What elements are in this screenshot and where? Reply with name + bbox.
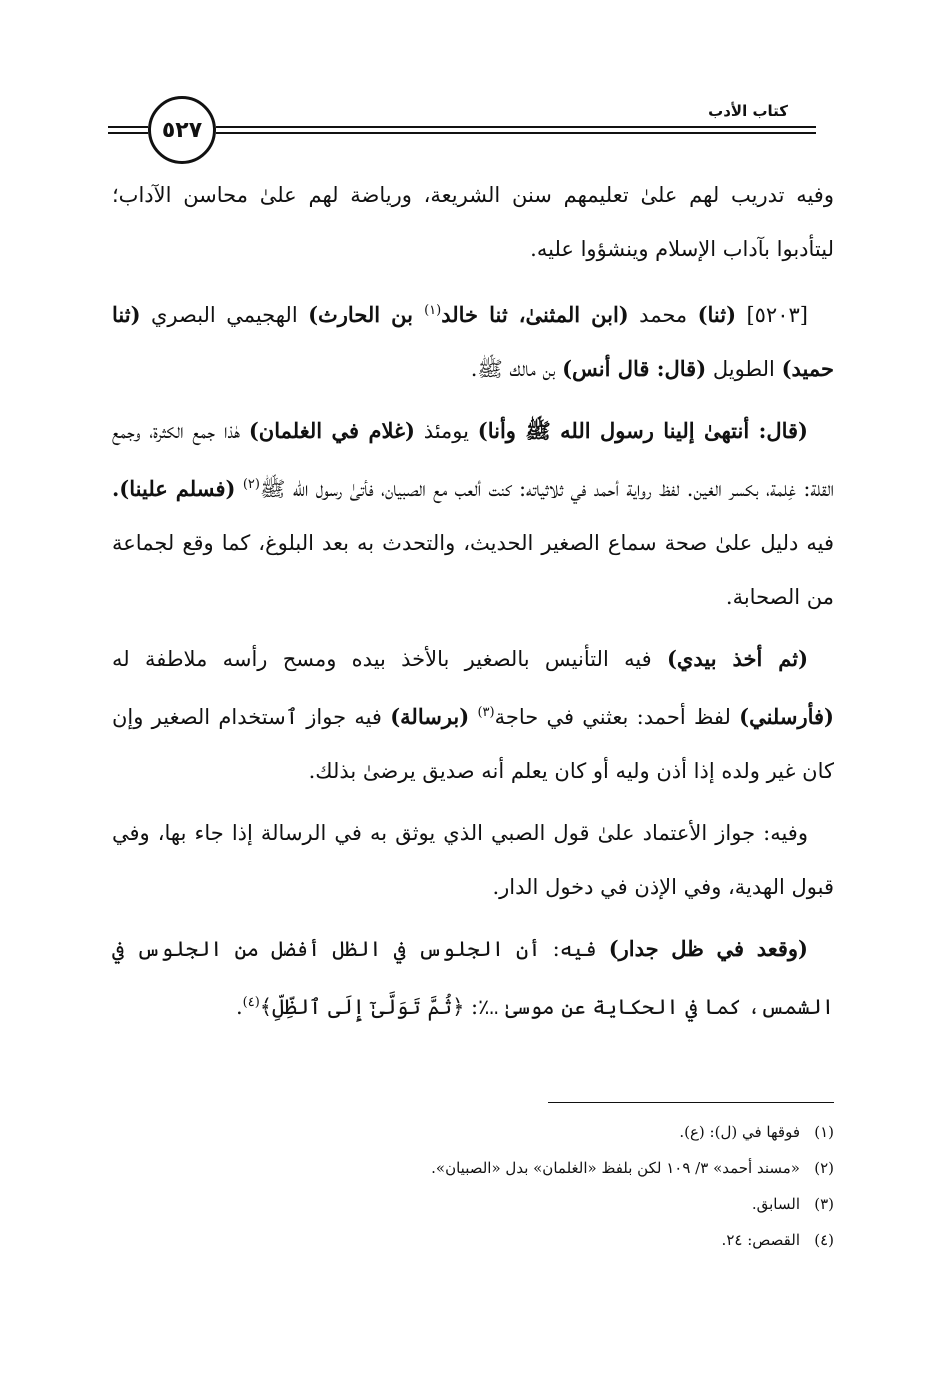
page-header	[108, 96, 836, 156]
text-segment: (ثم أخذ بيدي)	[667, 646, 809, 671]
footnote	[300, 1186, 834, 1222]
text-segment: (فأرسلني)	[739, 704, 834, 729]
text-segment: فيه التأنيس بالصغير بالأخذ بيده ومسح رأسه ملاطفة له	[112, 647, 667, 671]
footnote-number: (٤)	[814, 1231, 834, 1249]
footnote	[300, 1222, 834, 1258]
text-segment: فيه جواز ٱستخدام الصغير وإن كان غير ولده إذا أذن وليه أو كان يعلم أنه صديق يرضىٰ بذلك.	[112, 705, 834, 783]
footnote	[300, 1150, 834, 1186]
text-segment: (قال: أنتهىٰ إلينا رسول الله ﷺ وأنا)	[477, 418, 808, 443]
header-rule	[108, 126, 148, 128]
paragraph	[112, 404, 834, 624]
text-segment: محمد	[628, 303, 698, 327]
text-segment: بن الحارث)	[308, 302, 425, 327]
footnotes	[300, 1114, 834, 1258]
running-title: كتاب الأدب	[702, 102, 794, 120]
page-number: ٥٢٧	[148, 96, 216, 164]
paragraph	[112, 806, 834, 914]
text-segment: (ثنا)	[697, 302, 737, 327]
text-segment: هٰذا جمع الكثرة، وجمع القلة: غِلمة، بكسر الغين. لفظ رواية أحمد في ثلاثياته: كنت ألعب مع الصبيان، فأتىٰ رسول الله ﷺ	[112, 419, 834, 501]
text-segment: (وقعد في ظل جدار)	[608, 936, 808, 961]
footnote-ref: (١)	[424, 303, 442, 318]
footnote-text: فوقها في (ل): (ع).	[679, 1123, 800, 1141]
footnote-text: القصص: ٢٤.	[721, 1231, 800, 1249]
text-segment: يومئذ	[414, 419, 478, 443]
text-segment: .	[235, 995, 243, 1019]
footnote-number: (٣)	[814, 1195, 834, 1213]
footnote	[300, 1114, 834, 1150]
text-segment: فيه: أن الجلوس في الظل أفضل من الجلوس في الشمس، كما في الحكاية عن موسىٰ ؊: ﴿ثُمَّ تَوَلَّىٰٓ إِلَى ٱلظِّلِّ﴾	[112, 937, 834, 1019]
footnote-ref: (٤)	[242, 995, 260, 1010]
paragraph	[112, 168, 834, 276]
paragraph	[112, 922, 834, 1034]
text-segment: (فسلم علينا).	[112, 476, 236, 501]
text-segment: الهجيمي البصري	[140, 303, 309, 327]
footnote-text: «مسند أحمد» ٣/ ١٠٩ لكن بلفظ «الغلمان» بدل «الصبيان».	[431, 1159, 800, 1177]
footnote-number: (٢)	[814, 1159, 834, 1177]
footnote-separator	[548, 1102, 834, 1103]
footnote-ref: (٣)	[477, 705, 495, 720]
header-rule	[216, 126, 816, 128]
text-segment: لفظ أحمد: بعثني في حاجة	[494, 705, 740, 729]
text-segment: [٥٢٠٣]	[736, 303, 808, 327]
footnote-text: السابق.	[751, 1195, 800, 1213]
text-segment: الطويل	[706, 357, 782, 381]
paragraph	[112, 284, 834, 396]
footnote-number: (١)	[814, 1123, 834, 1141]
text-segment: (غلام في الغلمان)	[248, 418, 415, 443]
text-segment: (ابن المثنىٰ، ثنا خالد	[441, 302, 629, 327]
header-rule	[216, 132, 816, 134]
text-segment	[235, 477, 242, 501]
footnote-ref: (٢)	[242, 477, 260, 492]
main-text	[112, 168, 834, 1042]
text-segment: (برسالة)	[390, 704, 470, 729]
header-rule	[108, 132, 148, 134]
text-segment: وفيه تدريب لهم علىٰ تعليمهم سنن الشريعة، ورياضة لهم علىٰ محاسن الآداب؛ ليتأدبوا بآداب الإسلام وينشؤوا عليه.	[112, 183, 834, 261]
text-segment: (ثنا حميد)	[112, 302, 834, 381]
text-segment: فيه دليل علىٰ صحة سماع الصغير الحديث، والتحدث به بعد البلوغ، كما وقع لجماعة من الصحابة.	[112, 531, 834, 609]
text-segment: وفيه: جواز الأعتماد علىٰ قول الصبي الذي يوثق به في الرسالة إذا جاء بها، وفي قبول الهدية، وفي الإذن في دخول الدار.	[112, 821, 834, 899]
paragraph	[112, 632, 834, 798]
text-segment: (قال: قال أنس)	[562, 356, 707, 381]
text-segment: بن مالك ﷺ.	[470, 357, 563, 381]
